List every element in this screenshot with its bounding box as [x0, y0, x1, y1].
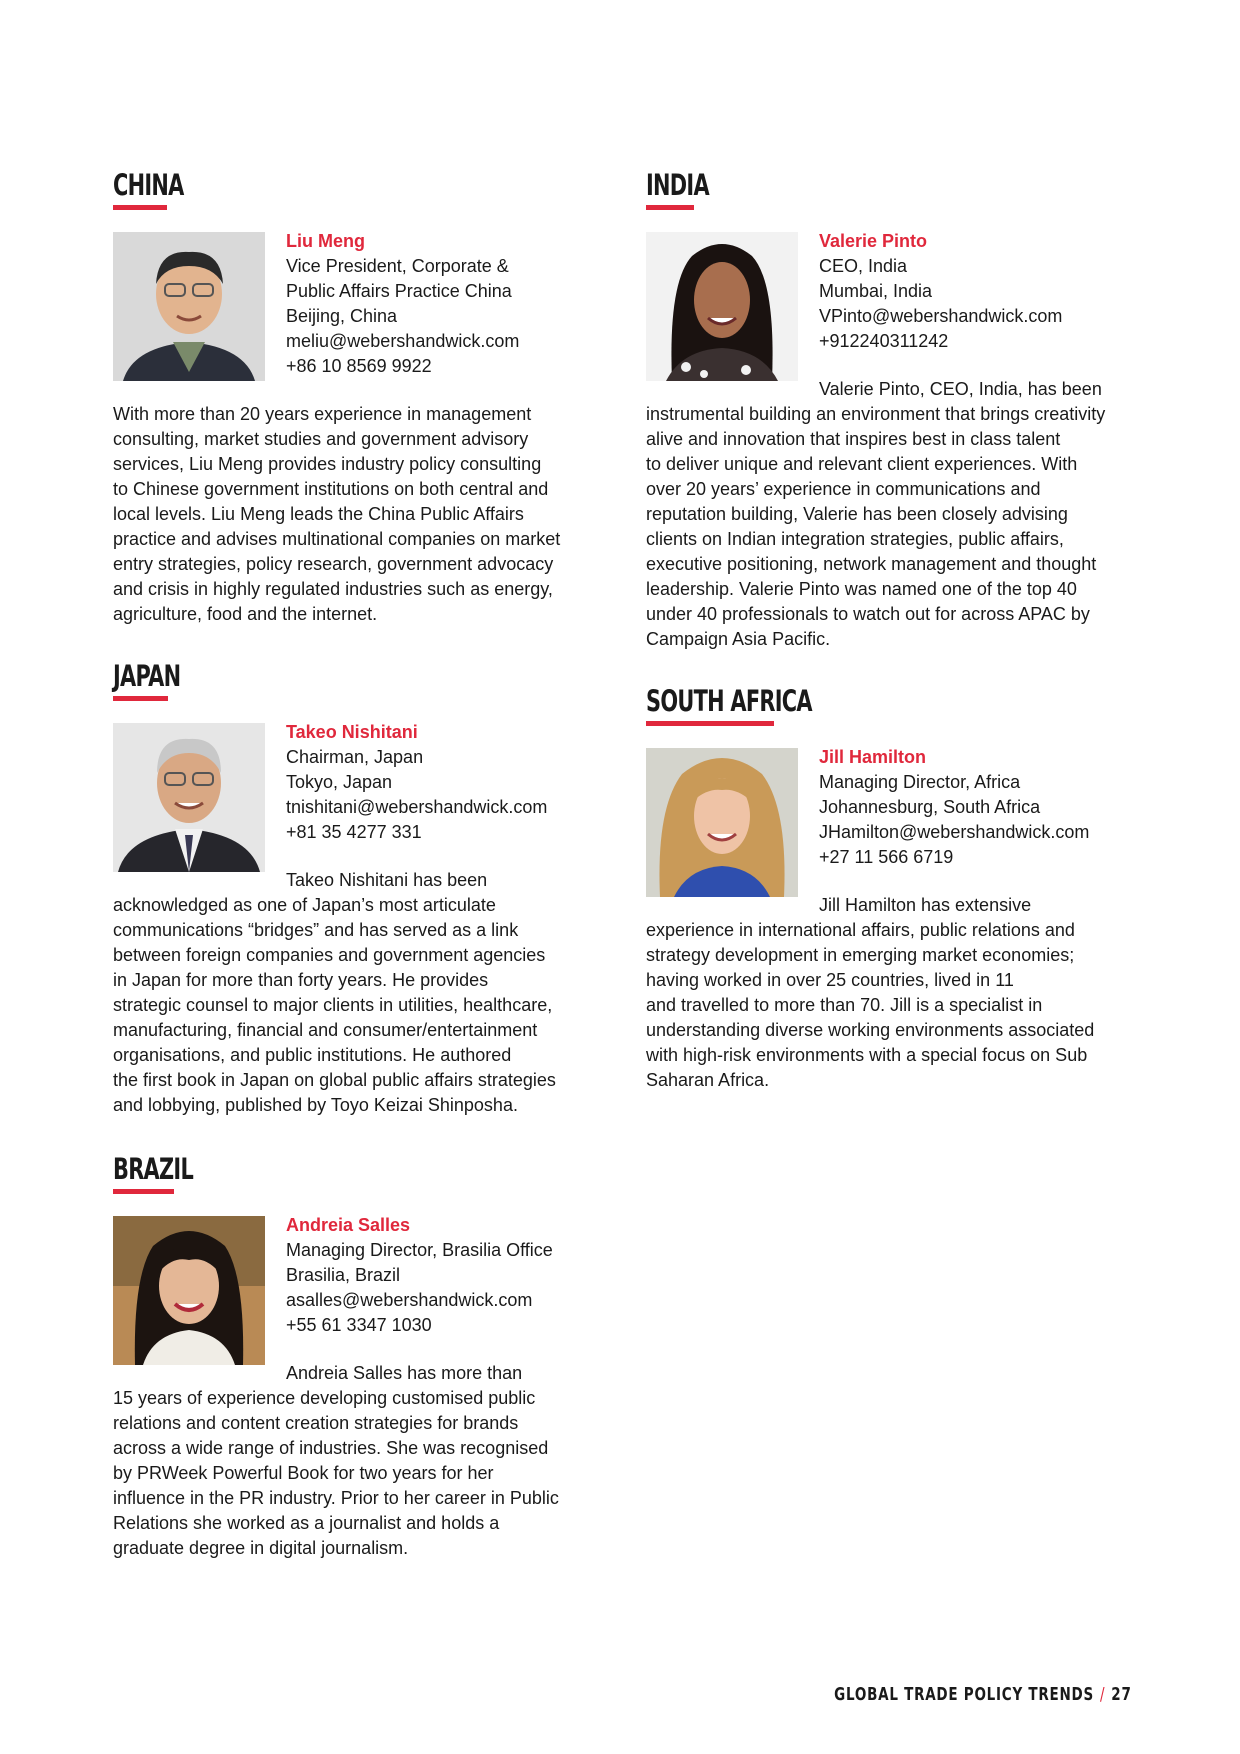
person-title: Vice President, Corporate &	[286, 256, 509, 276]
section-china	[113, 167, 593, 624]
section-india	[646, 167, 1146, 649]
person-location: Beijing, China	[286, 306, 398, 326]
section-south-africa	[646, 683, 1146, 1090]
section-japan	[113, 658, 593, 1115]
bio-body: acknowledged as one of Japan’s most articulate communications “bridges” and has served as a link between foreign companies and government agencies in Japan for more than forty years. He provides strategic counsel to major clients in utilities, healthcare, manufacturing, financial and consumer/entertainment organisations, and public institutions. He authored the first book in Japan on global public affairs strategies and lobbying, published by Toyo Keizai Shinposha.	[113, 895, 556, 1115]
bio-text: With more than 20 years experience in management consulting, market studies and government advisory services, Liu Meng provides industry policy consulting to Chinese government institutions on both central and local levels. Liu Meng leads the China Public Affairs practice and advises multinational companies on market entry strategies, policy research, government advocacy and crisis in highly regulated industries such as energy, agriculture, food and the internet.	[113, 404, 561, 624]
email-link[interactable]: VPinto@webershandwick.com	[819, 306, 1063, 326]
bio-first-line: Takeo Nishitani has been	[286, 870, 488, 890]
bio-text	[646, 377, 1146, 652]
contact-block	[286, 229, 586, 379]
footer-separator: /	[1100, 1684, 1106, 1705]
heading-underline	[646, 205, 694, 210]
contact-block	[819, 229, 1119, 354]
person-title: Managing Director, Brasilia Office	[286, 1240, 553, 1260]
bio-text	[113, 1361, 593, 1561]
heading-underline	[113, 205, 167, 210]
email-link[interactable]: JHamilton@webershandwick.com	[819, 822, 1090, 842]
phone-number: +81 35 4277 331	[286, 822, 422, 842]
phone-number: +912240311242	[819, 331, 949, 351]
phone-number: +55 61 3347 1030	[286, 1315, 432, 1335]
heading-underline	[113, 1189, 174, 1194]
bio-body: experience in international affairs, public relations and strategy development in emerging market economies; having worked in over 25 countries, lived in 11 and travelled to more than 70. Jill is a specialist in understanding diverse working environments associated with high-risk environments with a special focus on Sub Saharan Africa.	[646, 920, 1095, 1090]
person-title: Chairman, Japan	[286, 747, 424, 767]
person-location: Brasilia, Brazil	[286, 1265, 401, 1285]
section-heading: SOUTH AFRICA	[646, 684, 812, 718]
section-heading: BRAZIL	[113, 1152, 194, 1186]
person-name: Valerie Pinto	[819, 231, 928, 251]
phone-number: +27 11 566 6719	[819, 847, 954, 867]
portrait-photo	[113, 232, 265, 381]
page-number: 27	[1111, 1684, 1132, 1705]
email-link[interactable]: meliu@webershandwick.com	[286, 331, 520, 351]
bio-first-line: Andreia Salles has more than	[286, 1363, 523, 1383]
email-link[interactable]: tnishitani@webershandwick.com	[286, 797, 548, 817]
bio-body: instrumental building an environment that brings creativity alive and innovation that inspires best in class talent to deliver unique and relevant client experiences. With over 20 years’ experience in communications and reputation building, Valerie has been closely advising clients on Indian integration strategies, public affairs, executive positioning, network management and thought leadership. Valerie Pinto was named one of the top 40 under 40 professionals to watch out for across APAC by Campaign Asia Pacific.	[646, 404, 1106, 649]
person-name: Andreia Salles	[286, 1215, 411, 1235]
person-location: Johannesburg, South Africa	[819, 797, 1041, 817]
email-link[interactable]: asalles@webershandwick.com	[286, 1290, 533, 1310]
heading-underline	[646, 721, 774, 726]
publication-title: GLOBAL TRADE POLICY TRENDS	[834, 1684, 1095, 1705]
section-heading: JAPAN	[113, 659, 181, 693]
person-title: CEO, India	[819, 256, 908, 276]
person-location: Mumbai, India	[819, 281, 933, 301]
heading-underline	[113, 696, 168, 701]
person-location: Tokyo, Japan	[286, 772, 393, 792]
bio-body: 15 years of experience developing customised public relations and content creation strategies for brands across a wide range of industries. She was recognised by PRWeek Powerful Book for two years for her influence in the PR industry. Prior to her career in Public Relations she worked as a journalist and holds a graduate degree in digital journalism.	[113, 1388, 559, 1558]
portrait-photo	[646, 748, 798, 897]
person-name: Liu Meng	[286, 231, 365, 251]
contact-block	[286, 1213, 586, 1338]
page-footer	[835, 1684, 1132, 1705]
section-heading: INDIA	[646, 168, 709, 202]
phone-number: +86 10 8569 9922	[286, 356, 432, 376]
bio-first-line: Valerie Pinto, CEO, India, has been	[819, 379, 1102, 399]
person-name: Jill Hamilton	[819, 747, 927, 767]
contact-block	[286, 720, 586, 845]
bio-text	[113, 868, 593, 1118]
portrait-photo	[113, 1216, 265, 1365]
contact-block	[819, 745, 1119, 870]
bio-first-line: Jill Hamilton has extensive	[819, 895, 1032, 915]
person-title: Managing Director, Africa	[819, 772, 1021, 792]
person-name: Takeo Nishitani	[286, 722, 418, 742]
portrait-photo	[646, 232, 798, 381]
portrait-photo	[113, 723, 265, 872]
section-brazil	[113, 1151, 593, 1558]
section-heading: CHINA	[113, 168, 184, 202]
bio-text	[646, 893, 1146, 1093]
person-title: Public Affairs Practice China	[286, 281, 512, 301]
